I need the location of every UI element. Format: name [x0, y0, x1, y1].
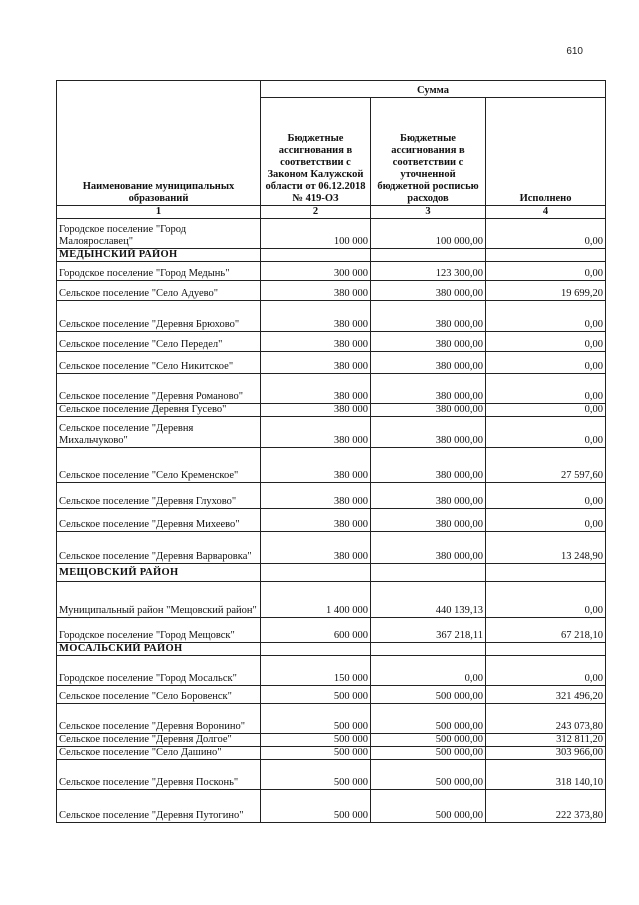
municipality-name: Сельское поселение "Село Передел"	[57, 332, 261, 352]
empty-cell	[486, 643, 606, 656]
table-row	[57, 262, 606, 281]
table-row	[57, 686, 606, 704]
refined-allocation-value: 380 000,00	[371, 417, 486, 448]
executed-value: 0,00	[486, 509, 606, 532]
law-allocation-value: 380 000	[261, 301, 371, 332]
district-name: МЕЩОВСКИЙ РАЙОН	[57, 564, 261, 582]
table-body	[57, 219, 606, 823]
refined-allocation-value: 367 218,11	[371, 618, 486, 643]
law-allocation-value: 600 000	[261, 618, 371, 643]
law-allocation-value: 380 000	[261, 532, 371, 564]
refined-allocation-value: 380 000,00	[371, 509, 486, 532]
table-row	[57, 532, 606, 564]
table-row	[57, 760, 606, 790]
executed-value: 0,00	[486, 404, 606, 417]
municipality-name: Сельское поселение "Село Дашино"	[57, 747, 261, 760]
municipality-name: Сельское поселение "Село Кременское"	[57, 448, 261, 483]
municipality-name: Сельское поселение "Село Боровенск"	[57, 686, 261, 704]
table-row	[57, 281, 606, 301]
municipality-name: Сельское поселение "Село Никитское"	[57, 352, 261, 374]
municipality-name: Городское поселение "Город Медынь"	[57, 262, 261, 281]
column-index: 4	[486, 206, 606, 219]
refined-allocation-value: 123 300,00	[371, 262, 486, 281]
municipality-name: Сельское поселение "Деревня Долгое"	[57, 734, 261, 747]
executed-value: 0,00	[486, 417, 606, 448]
municipality-name: Сельское поселение "Деревня Воронино"	[57, 704, 261, 734]
municipality-name: Сельское поселение "Деревня Брюхово"	[57, 301, 261, 332]
table-row	[57, 618, 606, 643]
executed-value: 222 373,80	[486, 790, 606, 823]
executed-value: 0,00	[486, 483, 606, 509]
executed-value: 0,00	[486, 582, 606, 618]
refined-allocation-value: 500 000,00	[371, 686, 486, 704]
refined-allocation-value: 380 000,00	[371, 301, 486, 332]
executed-value: 321 496,20	[486, 686, 606, 704]
empty-cell	[371, 564, 486, 582]
municipality-name: Муниципальный район "Мещовский район"	[57, 582, 261, 618]
executed-value: 27 597,60	[486, 448, 606, 483]
refined-allocation-value: 500 000,00	[371, 760, 486, 790]
refined-allocation-value: 380 000,00	[371, 404, 486, 417]
district-name: МОСАЛЬСКИЙ РАЙОН	[57, 643, 261, 656]
table-row	[57, 704, 606, 734]
column-index: 2	[261, 206, 371, 219]
municipality-name: Городское поселение "Город Мещовск"	[57, 618, 261, 643]
executed-value: 13 248,90	[486, 532, 606, 564]
municipality-name: Сельское поселение "Деревня Посконь"	[57, 760, 261, 790]
refined-allocation-value: 380 000,00	[371, 483, 486, 509]
executed-value: 67 218,10	[486, 618, 606, 643]
refined-allocation-value: 380 000,00	[371, 352, 486, 374]
executed-value: 0,00	[486, 262, 606, 281]
column-index: 3	[371, 206, 486, 219]
table-row	[57, 404, 606, 417]
table-row	[57, 582, 606, 618]
table-row	[57, 509, 606, 532]
executed-value: 19 699,20	[486, 281, 606, 301]
municipality-name: Городское поселение "Город Малоярославец"	[57, 219, 261, 249]
municipality-name: Сельское поселение "Деревня Романово"	[57, 374, 261, 404]
table-row	[57, 332, 606, 352]
executed-value: 303 966,00	[486, 747, 606, 760]
law-allocation-value: 380 000	[261, 352, 371, 374]
municipality-name: Городское поселение "Город Мосальск"	[57, 656, 261, 686]
law-allocation-value: 500 000	[261, 747, 371, 760]
refined-allocation-value: 500 000,00	[371, 747, 486, 760]
law-allocation-value: 380 000	[261, 374, 371, 404]
executed-value: 0,00	[486, 332, 606, 352]
table-row	[57, 301, 606, 332]
law-allocation-value: 500 000	[261, 734, 371, 747]
law-allocation-value: 380 000	[261, 281, 371, 301]
table-row	[57, 219, 606, 249]
table-row	[57, 448, 606, 483]
law-allocation-value: 500 000	[261, 686, 371, 704]
header-law-allocations: Бюджетные ассигнования в соответствии с Законом Калужской области от 06.12.2018 № 419-ОЗ	[261, 98, 371, 206]
municipality-name: Сельское поселение "Деревня Михальчуково"	[57, 417, 261, 448]
law-allocation-value: 380 000	[261, 483, 371, 509]
law-allocation-value: 380 000	[261, 404, 371, 417]
refined-allocation-value: 380 000,00	[371, 532, 486, 564]
budget-table	[56, 80, 606, 823]
table-row	[57, 790, 606, 823]
column-index: 1	[57, 206, 261, 219]
refined-allocation-value: 500 000,00	[371, 790, 486, 823]
refined-allocation-value: 380 000,00	[371, 448, 486, 483]
refined-allocation-value: 380 000,00	[371, 374, 486, 404]
law-allocation-value: 1 400 000	[261, 582, 371, 618]
table-row	[57, 656, 606, 686]
refined-allocation-value: 380 000,00	[371, 332, 486, 352]
law-allocation-value: 380 000	[261, 417, 371, 448]
table-row	[57, 747, 606, 760]
executed-value: 0,00	[486, 374, 606, 404]
district-row	[57, 249, 606, 262]
municipality-name: Сельское поселение Деревня Гусево"	[57, 404, 261, 417]
law-allocation-value: 500 000	[261, 790, 371, 823]
municipality-name: Сельское поселение "Деревня Варваровка"	[57, 532, 261, 564]
executed-value: 0,00	[486, 219, 606, 249]
header-executed: Исполнено	[486, 98, 606, 206]
law-allocation-value: 380 000	[261, 448, 371, 483]
refined-allocation-value: 100 000,00	[371, 219, 486, 249]
executed-value: 0,00	[486, 352, 606, 374]
law-allocation-value: 500 000	[261, 760, 371, 790]
empty-cell	[261, 643, 371, 656]
table-row	[57, 374, 606, 404]
refined-allocation-value: 380 000,00	[371, 281, 486, 301]
executed-value: 243 073,80	[486, 704, 606, 734]
empty-cell	[486, 564, 606, 582]
law-allocation-value: 380 000	[261, 332, 371, 352]
table-row	[57, 734, 606, 747]
table-row	[57, 417, 606, 448]
executed-value: 312 811,20	[486, 734, 606, 747]
empty-cell	[371, 643, 486, 656]
municipality-name: Сельское поселение "Деревня Михеево"	[57, 509, 261, 532]
district-name: МЕДЫНСКИЙ РАЙОН	[57, 249, 261, 262]
page-number: 610	[566, 46, 583, 57]
header-refined-allocations: Бюджетные ассигнования в соответствии с уточненной бюджетной росписью расходов	[371, 98, 486, 206]
municipality-name: Сельское поселение "Село Адуево"	[57, 281, 261, 301]
executed-value: 0,00	[486, 656, 606, 686]
law-allocation-value: 500 000	[261, 704, 371, 734]
municipality-name: Сельское поселение "Деревня Глухово"	[57, 483, 261, 509]
law-allocation-value: 300 000	[261, 262, 371, 281]
empty-cell	[261, 564, 371, 582]
district-row	[57, 643, 606, 656]
law-allocation-value: 100 000	[261, 219, 371, 249]
executed-value: 0,00	[486, 301, 606, 332]
table-row	[57, 352, 606, 374]
municipality-name: Сельское поселение "Деревня Путогино"	[57, 790, 261, 823]
empty-cell	[486, 249, 606, 262]
law-allocation-value: 150 000	[261, 656, 371, 686]
header-name-column: Наименование муниципальных образований	[57, 81, 261, 206]
header-sum-group: Сумма	[261, 81, 606, 98]
refined-allocation-value: 0,00	[371, 656, 486, 686]
empty-cell	[261, 249, 371, 262]
district-row	[57, 564, 606, 582]
law-allocation-value: 380 000	[261, 509, 371, 532]
refined-allocation-value: 500 000,00	[371, 704, 486, 734]
refined-allocation-value: 500 000,00	[371, 734, 486, 747]
executed-value: 318 140,10	[486, 760, 606, 790]
table-row	[57, 483, 606, 509]
empty-cell	[371, 249, 486, 262]
refined-allocation-value: 440 139,13	[371, 582, 486, 618]
